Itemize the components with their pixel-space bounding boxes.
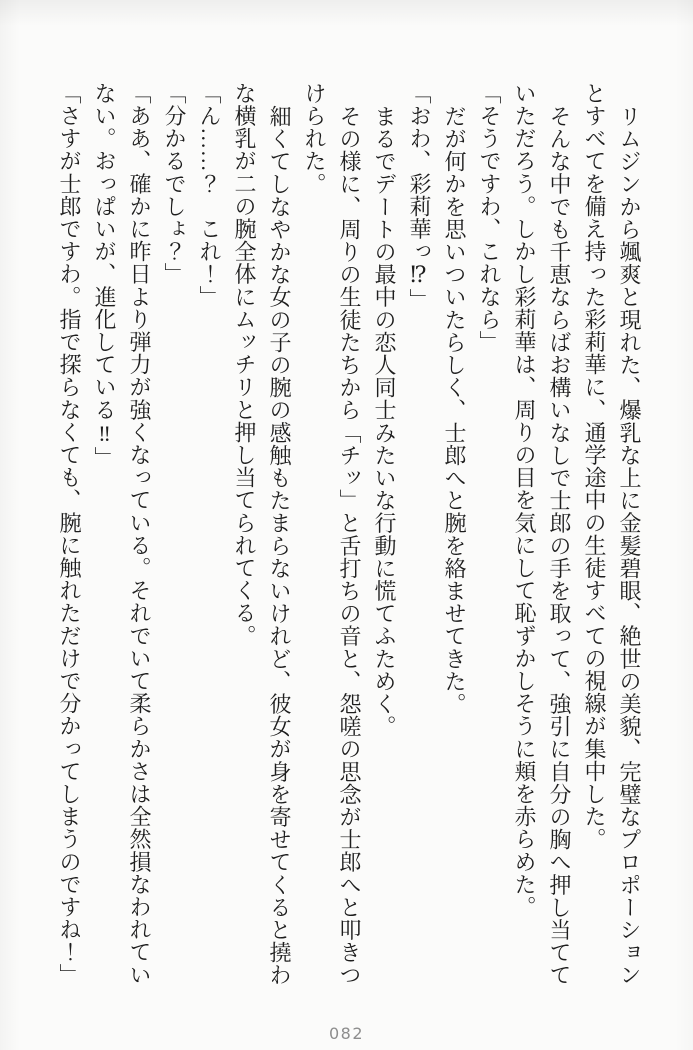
- vertical-text-block: [52, 82, 647, 988]
- paragraph: その様に、周りの生徒たちから「チッ」と舌打ちの音と、怨嗟の思念が士郎へと叩きつけられた。: [302, 82, 362, 987]
- paragraph: そんな中でも千恵ならばお構いなしで士郎の手を取って、強引に自分の胸へ押し当てていただろう。しかし彩莉華は、周りの目を気にして恥ずかしそうに頬を赤らめた。: [512, 82, 572, 987]
- page-number: 082: [328, 1024, 365, 1043]
- paragraph: リムジンから颯爽と現れた、爆乳な上に金髪碧眼、絶世の美貌、完璧なプロポーションとすべてを備え持った彩莉華に、通学途中の生徒すべての視線が集中した。: [582, 82, 642, 987]
- dialogue-line: 「おわ、彩莉華っ⁉」: [407, 82, 432, 311]
- dialogue-line: 「そうですわ、これなら」: [477, 82, 502, 354]
- dialogue-line: 「ああ、確かに昨日より弾力が強くなっている。それでいて柔らかさは全然損なわれていない。おっぱいが、進化している‼」: [92, 82, 152, 986]
- dialogue-line: 「さすが士郎ですわ。指で探らなくても、腕に触れただけで分かってしまうのですね！」: [57, 82, 82, 986]
- paragraph: 細くてしなやかな女の子の腕の感触もたまらないけれど、彼女が身を寄せてくると撓わな横乳が二の腕全体にムッチリと押し当てられてくる。: [232, 82, 292, 987]
- dialogue-line: 「ん……？ これ！」: [197, 82, 222, 308]
- paragraph: だが何かを思いついたらしく、士郎へと腕を絡ませてきた。: [442, 105, 467, 716]
- paragraph: まるでデートの最中の恋人同士みたいな行動に慌てふためく。: [372, 105, 397, 738]
- dialogue-line: 「分かるでしょ？」: [162, 82, 187, 286]
